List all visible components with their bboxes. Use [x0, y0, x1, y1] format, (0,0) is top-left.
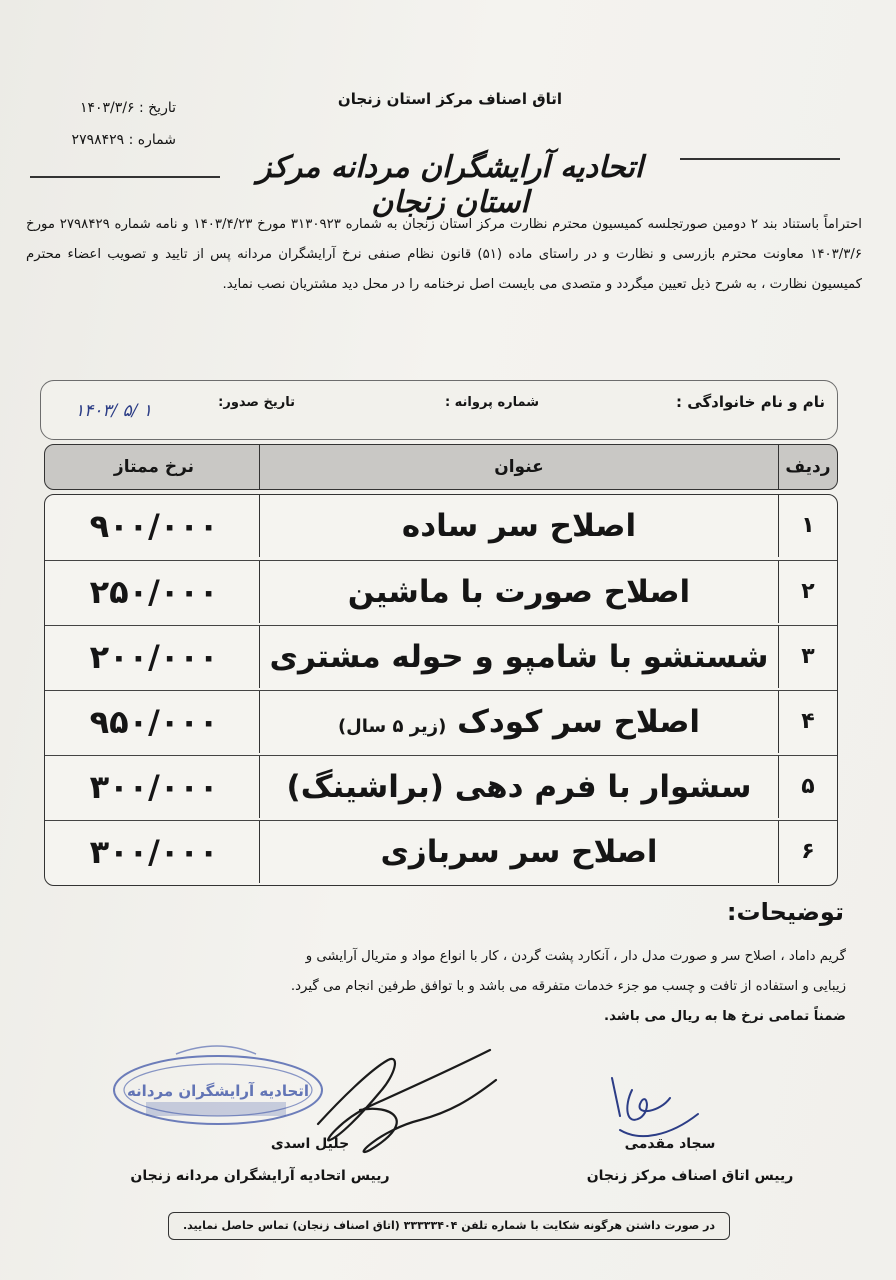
table-row [45, 495, 837, 557]
service-title-text: اصلاح صورت با ماشین [347, 574, 691, 610]
signer-right-title: رییس اتاق اصناف مرکز زنجان [586, 1168, 794, 1184]
license-label: شماره پروانه : [444, 395, 539, 410]
header-row-number: ردیف [785, 457, 831, 477]
notes-title: توضیحات: [726, 898, 844, 926]
service-price: ۳۰۰/۰۰۰ [89, 768, 219, 806]
service-price: ۹۵۰/۰۰۰ [89, 703, 219, 741]
price-table [44, 494, 838, 886]
header-price: نرخ ممتاز [113, 457, 195, 477]
service-title-text: اصلاح سر سربازی [380, 834, 658, 870]
notes-text [26, 942, 846, 1032]
service-title [259, 495, 779, 557]
notes-line: گریم داماد ، اصلاح سر و صورت مدل دار ، آنکارد پشت گردن ، کار با انواع مواد و متریال آرایشی و [305, 949, 846, 964]
service-title-text: اصلاح سر کودک [457, 704, 701, 740]
issue-date-value: ۱۴۰۳/ ۵/ ۱ [75, 401, 153, 421]
service-title [259, 756, 779, 818]
name-label: نام و نام خانوادگی : [676, 393, 825, 411]
service-price: ۳۰۰/۰۰۰ [89, 833, 219, 871]
row-number: ۴ [801, 709, 815, 734]
issue-date-label: تاریخ صدور: [218, 395, 295, 410]
service-price: ۲۰۰/۰۰۰ [89, 638, 219, 676]
chamber-title: اتاق اصناف مرکز استان زنجان [337, 90, 563, 108]
union-title: اتحادیه آرایشگران مردانه مرکز استان زنجان [256, 150, 644, 220]
intro-paragraph: احتراماً باستناد بند ۲ دومین صورتجلسه کمیسیون محترم نظارت مرکز استان زنجان به شماره ۳۱۳۰۹۲۳ مورخ ۱۴۰۳/۴/۲۳ و نامه شماره ۲۷۹۸۴۲۹ مورخ ۱۴۰۳/۳/۶ معاونت محترم بازرسی و نظارت و در راستای ماده (۵۱) قانون نظام صنفی نرخ آرایشگران مردانه پس از تایید و تصویب اعضاء محترم کمیسیون نظارت ، به شرح ذیل تعیین میگردد و متصدی می بایست اصل نرخنامه را در محل دید مشتریان نصب نماید. [26, 217, 862, 292]
table-row [45, 690, 837, 753]
service-title-text: اصلاح سر ساده [401, 508, 637, 544]
service-title-text: شستشو با شامپو و حوله مشتری [269, 639, 769, 675]
letter-number: شماره : ۲۷۹۸۴۲۹ [71, 132, 176, 148]
service-title [259, 821, 779, 883]
service-title-note: (زیر ۵ سال) [337, 716, 447, 737]
service-price: ۹۰۰/۰۰۰ [89, 507, 219, 545]
letter-date: تاریخ : ۱۴۰۳/۳/۶ [79, 100, 176, 116]
service-title [259, 626, 779, 688]
row-number: ۳ [801, 644, 815, 669]
header-title: عنوان [259, 445, 779, 489]
notes-line-currency: ضمناً تمامی نرخ ها به ریال می باشد. [604, 1009, 846, 1024]
row-number: ۵ [801, 774, 815, 799]
service-title-text: سشوار با فرم دهی (براشینگ) [286, 769, 752, 805]
table-row [45, 820, 837, 883]
signer-left-title: رییس اتحادیه آرایشگران مردانه زنجان [130, 1168, 390, 1184]
notes-line: زیبایی و استفاده از تافت و چسب مو جزء خدمات متفرقه می باشد و با توافق طرفین انجام می گیرد. [290, 979, 846, 994]
shop-info-box [40, 380, 838, 440]
table-row [45, 755, 837, 818]
header-divider-right [680, 158, 840, 160]
stamp-text: اتحادیه آرایشگران مردانه [126, 1082, 310, 1100]
service-title [259, 691, 779, 753]
letter-meta [26, 92, 176, 156]
service-price: ۲۵۰/۰۰۰ [89, 573, 219, 611]
header-divider-left [30, 176, 220, 178]
service-title [259, 561, 779, 623]
union-stamp-icon [106, 1040, 326, 1132]
row-number: ۱ [801, 513, 815, 538]
row-number: ۶ [801, 839, 815, 864]
row-number: ۲ [801, 579, 815, 604]
table-row [45, 625, 837, 688]
signer-left-name: جلیل اسدی [270, 1136, 350, 1152]
table-row [45, 560, 837, 623]
complaint-notice: در صورت داشتن هرگونه شکایت با شماره تلفن ۳۳۳۳۳۴۰۴ (اتاق اصناف زنجان) تماس حاصل نمایید. [168, 1212, 730, 1240]
signer-right-name: سجاد مقدمی [624, 1136, 716, 1152]
table-header [44, 444, 838, 490]
